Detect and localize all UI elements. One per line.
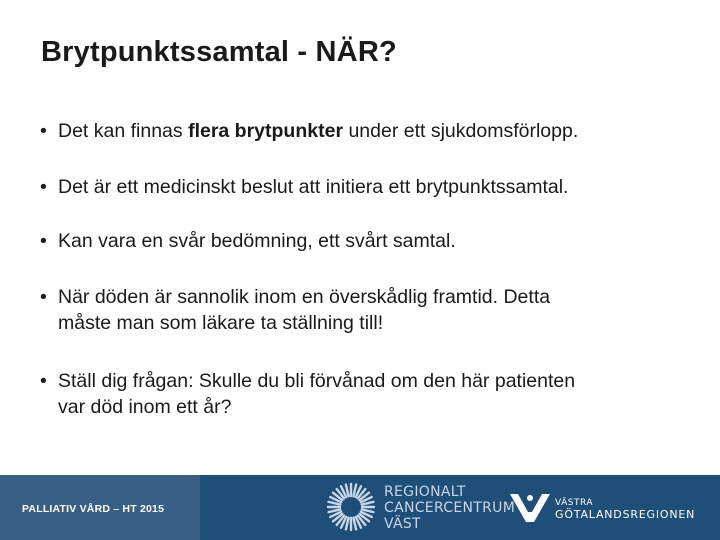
rcc-sunburst-logo-icon	[326, 482, 376, 532]
bullet-marker: •	[40, 120, 47, 142]
vgr-line-2: GÖTALANDSREGIONEN	[555, 508, 696, 521]
bullet-text-line-1: Ställ dig frågan: Skulle du bli förvånad om den här patienten	[58, 370, 576, 392]
bullet-text: Kan vara en svår bedömning, ett svårt samtal.	[58, 230, 456, 252]
bullet-text-line-2: var död inom ett år?	[58, 396, 232, 418]
footer-course-panel	[0, 475, 200, 540]
bullet-marker: •	[40, 370, 47, 392]
slide-title: Brytpunktssamtal - NÄR?	[41, 36, 397, 68]
bullet-text-line-1: När döden är sannolik inom en överskådlig framtid. Detta	[58, 286, 551, 308]
bullet-item-1	[40, 118, 578, 144]
bullet-text: Det kan finnas	[58, 120, 189, 142]
vgr-logo-text	[555, 497, 695, 521]
bullet-item-4	[40, 284, 550, 336]
bullet-text: Det är ett medicinskt beslut att initiera ett brytpunktssamtal.	[58, 176, 569, 198]
rcc-line-3: VÄST	[384, 516, 421, 532]
bullet-item-5	[40, 368, 575, 420]
bullet-item-2	[40, 174, 568, 200]
bullet-marker: •	[40, 176, 47, 198]
bullet-marker: •	[40, 230, 47, 252]
vgr-logo-icon	[508, 490, 552, 524]
bullet-marker: •	[40, 286, 47, 308]
bullet-item-3	[40, 228, 456, 254]
bullet-text-line-2: måste man som läkare ta ställning till!	[58, 312, 384, 334]
vgr-line-1: VÄSTRA	[555, 498, 593, 508]
rcc-line-1: REGIONALT	[384, 484, 466, 500]
course-label: PALLIATIV VÅRD – HT 2015	[22, 503, 165, 515]
rcc-logo-text	[384, 484, 515, 532]
rcc-line-2: CANCERCENTRUM	[384, 500, 516, 516]
bullet-text: under ett sjukdomsförlopp.	[343, 120, 579, 142]
bullet-emphasis: flera brytpunkter	[188, 120, 344, 142]
